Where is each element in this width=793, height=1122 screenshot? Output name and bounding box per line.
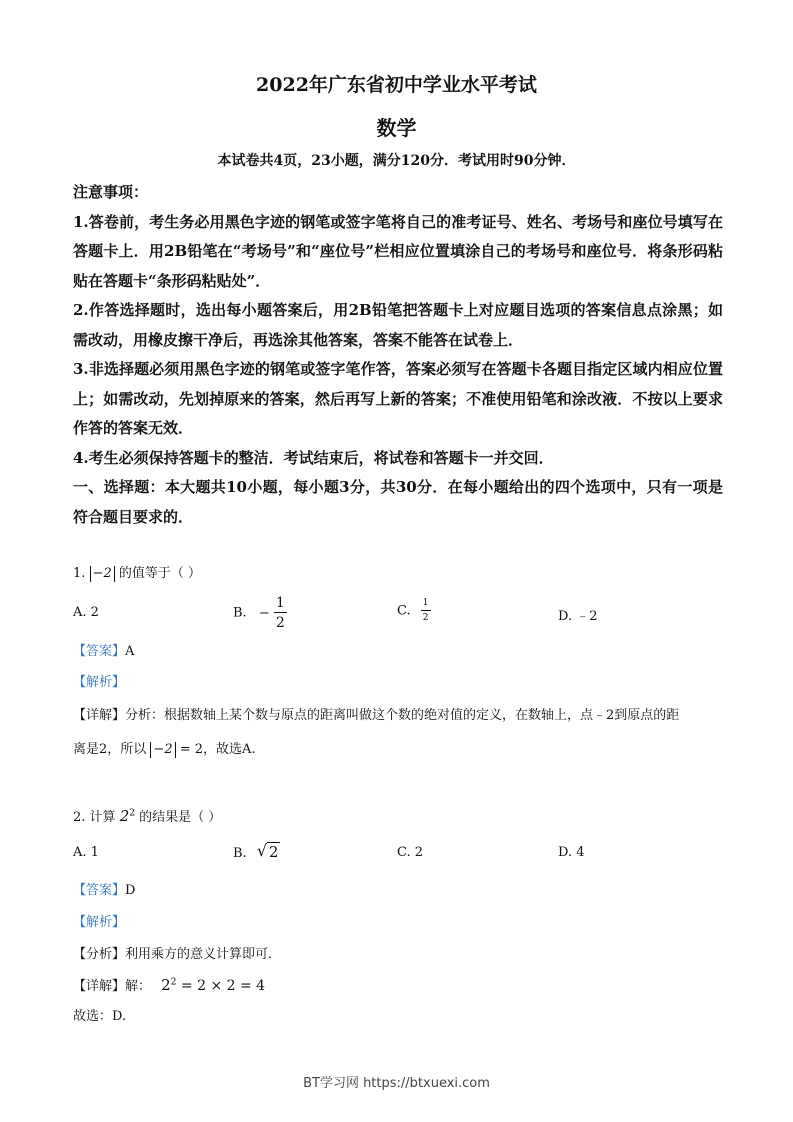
option-b xyxy=(233,843,280,861)
detail-line-2 xyxy=(73,738,256,758)
analysis-tag: 【解析】 xyxy=(73,915,126,930)
answer-tag: 【答案】 xyxy=(73,883,126,898)
fenxi-line xyxy=(73,943,281,962)
fraction-denominator: 2 xyxy=(422,613,429,623)
detail-text: 分析：根据数轴上某个数与原点的距离叫做这个数的绝对值的定义，在数轴上，点﹣2到原点的距 xyxy=(125,708,680,723)
fraction-denominator: 2 xyxy=(275,615,285,631)
detail-tag: 【详解】 xyxy=(73,979,126,994)
analysis-line xyxy=(73,671,125,690)
answer-line xyxy=(73,879,135,898)
section-heading: 一、选择题：本大题共10小题，每小题3分，共30分．在每小题给出的四个选项中，只有一项是符合题目要求的． xyxy=(73,478,723,526)
question-number: 2. 计算 xyxy=(73,810,116,825)
power-base: 2 xyxy=(161,976,171,994)
question-2-stem xyxy=(73,806,221,825)
fenxi-text: 利用乘方的意义计算即可． xyxy=(125,947,282,962)
detail-text: 离是2，所以 xyxy=(73,742,147,757)
fraction xyxy=(421,599,431,623)
answer-value: A xyxy=(125,644,135,659)
option-c xyxy=(397,599,431,623)
notes-heading: 注意事项： xyxy=(73,183,149,201)
option-d: D. 4 xyxy=(558,845,585,860)
note-item: 4.考生必须保持答题卡的整洁．考试结束后，将试卷和答题卡一并交回． xyxy=(73,448,554,467)
detail-line xyxy=(73,704,723,723)
answer-line xyxy=(73,640,134,659)
answer-tag: 【答案】 xyxy=(73,644,126,659)
option-b xyxy=(233,596,287,630)
power-exponent: 2 xyxy=(129,808,135,819)
option-c-label: C. xyxy=(397,603,411,619)
question-1-stem xyxy=(73,562,201,582)
option-c: C. 2 xyxy=(397,845,424,860)
absolute-value-expression: −2 xyxy=(150,742,175,758)
analysis-line xyxy=(73,911,125,930)
conclusion-line: 故选：D. xyxy=(73,1009,127,1024)
notes-block xyxy=(73,178,723,532)
radicand: 2 xyxy=(268,843,279,861)
detail-text: = 2，故选A. xyxy=(179,742,256,757)
note-item: 3.非选择题必须用黑色字迹的钢笔或签字笔作答，答案必须写在答题卡各题目指定区域内相应位置上；如需改动，先划掉原来的答案，然后再写上新的答案；不准使用铅笔和涂改液．不按以上要求作答的答案无效． xyxy=(73,360,723,437)
option-b-label: B. xyxy=(233,846,247,861)
option-b-label: B. xyxy=(233,605,247,621)
option-d: D. ﹣2 xyxy=(558,609,598,624)
fraction xyxy=(274,596,287,630)
radical-sign-icon: √ xyxy=(256,841,268,860)
minus-sign: − xyxy=(258,605,270,621)
fenxi-tag: 【分析】 xyxy=(73,947,126,962)
subject-title: 数学 xyxy=(376,116,417,140)
detail-tag: 【详解】 xyxy=(73,708,126,723)
square-root xyxy=(257,843,281,861)
fraction-numerator: 1 xyxy=(421,599,431,611)
answer-value: D xyxy=(125,883,136,898)
fraction-numerator: 1 xyxy=(275,595,285,611)
question-text: 的值等于（ ） xyxy=(118,566,201,581)
analysis-tag: 【解析】 xyxy=(73,675,126,690)
absolute-value-expression: −2 xyxy=(90,566,115,582)
footer-watermark: BT学习网 https://btxuexi.com xyxy=(303,1076,490,1091)
power-exponent: 2 xyxy=(170,977,177,988)
equation-text: = 2 × 2 = 4 xyxy=(176,978,266,994)
option-a: A. 2 xyxy=(73,605,99,620)
detail-prefix: 解： xyxy=(125,979,152,994)
note-item: 2.作答选择题时，选出每小题答案后，用2B铅笔把答题卡上对应题目选项的答案信息点涂黑；如需改动，用橡皮擦干净后，再选涂其他答案，答案不能答在试卷上． xyxy=(73,301,723,349)
question-text: 的结果是（ ） xyxy=(139,810,222,825)
detail-line xyxy=(73,975,265,994)
note-item: 1.答卷前，考生务必用黑色字迹的钢笔或签字笔将自己的准考证号、姓名、考场号和座位号填写在答题卡上．用2B铅笔在“考场号”和“座位号”栏相应位置填涂自己的考场号和座位号．将条形码粘贴在答题卡“条形码粘贴处”． xyxy=(73,212,723,290)
exam-info: 本试卷共4页，23小题，满分120分．考试用时90分钟． xyxy=(217,153,576,169)
question-number: 1. xyxy=(73,566,86,581)
power-base: 2 xyxy=(119,807,130,825)
option-a: A. 1 xyxy=(73,845,99,860)
exam-title: 2022年广东省初中学业水平考试 xyxy=(256,74,537,96)
